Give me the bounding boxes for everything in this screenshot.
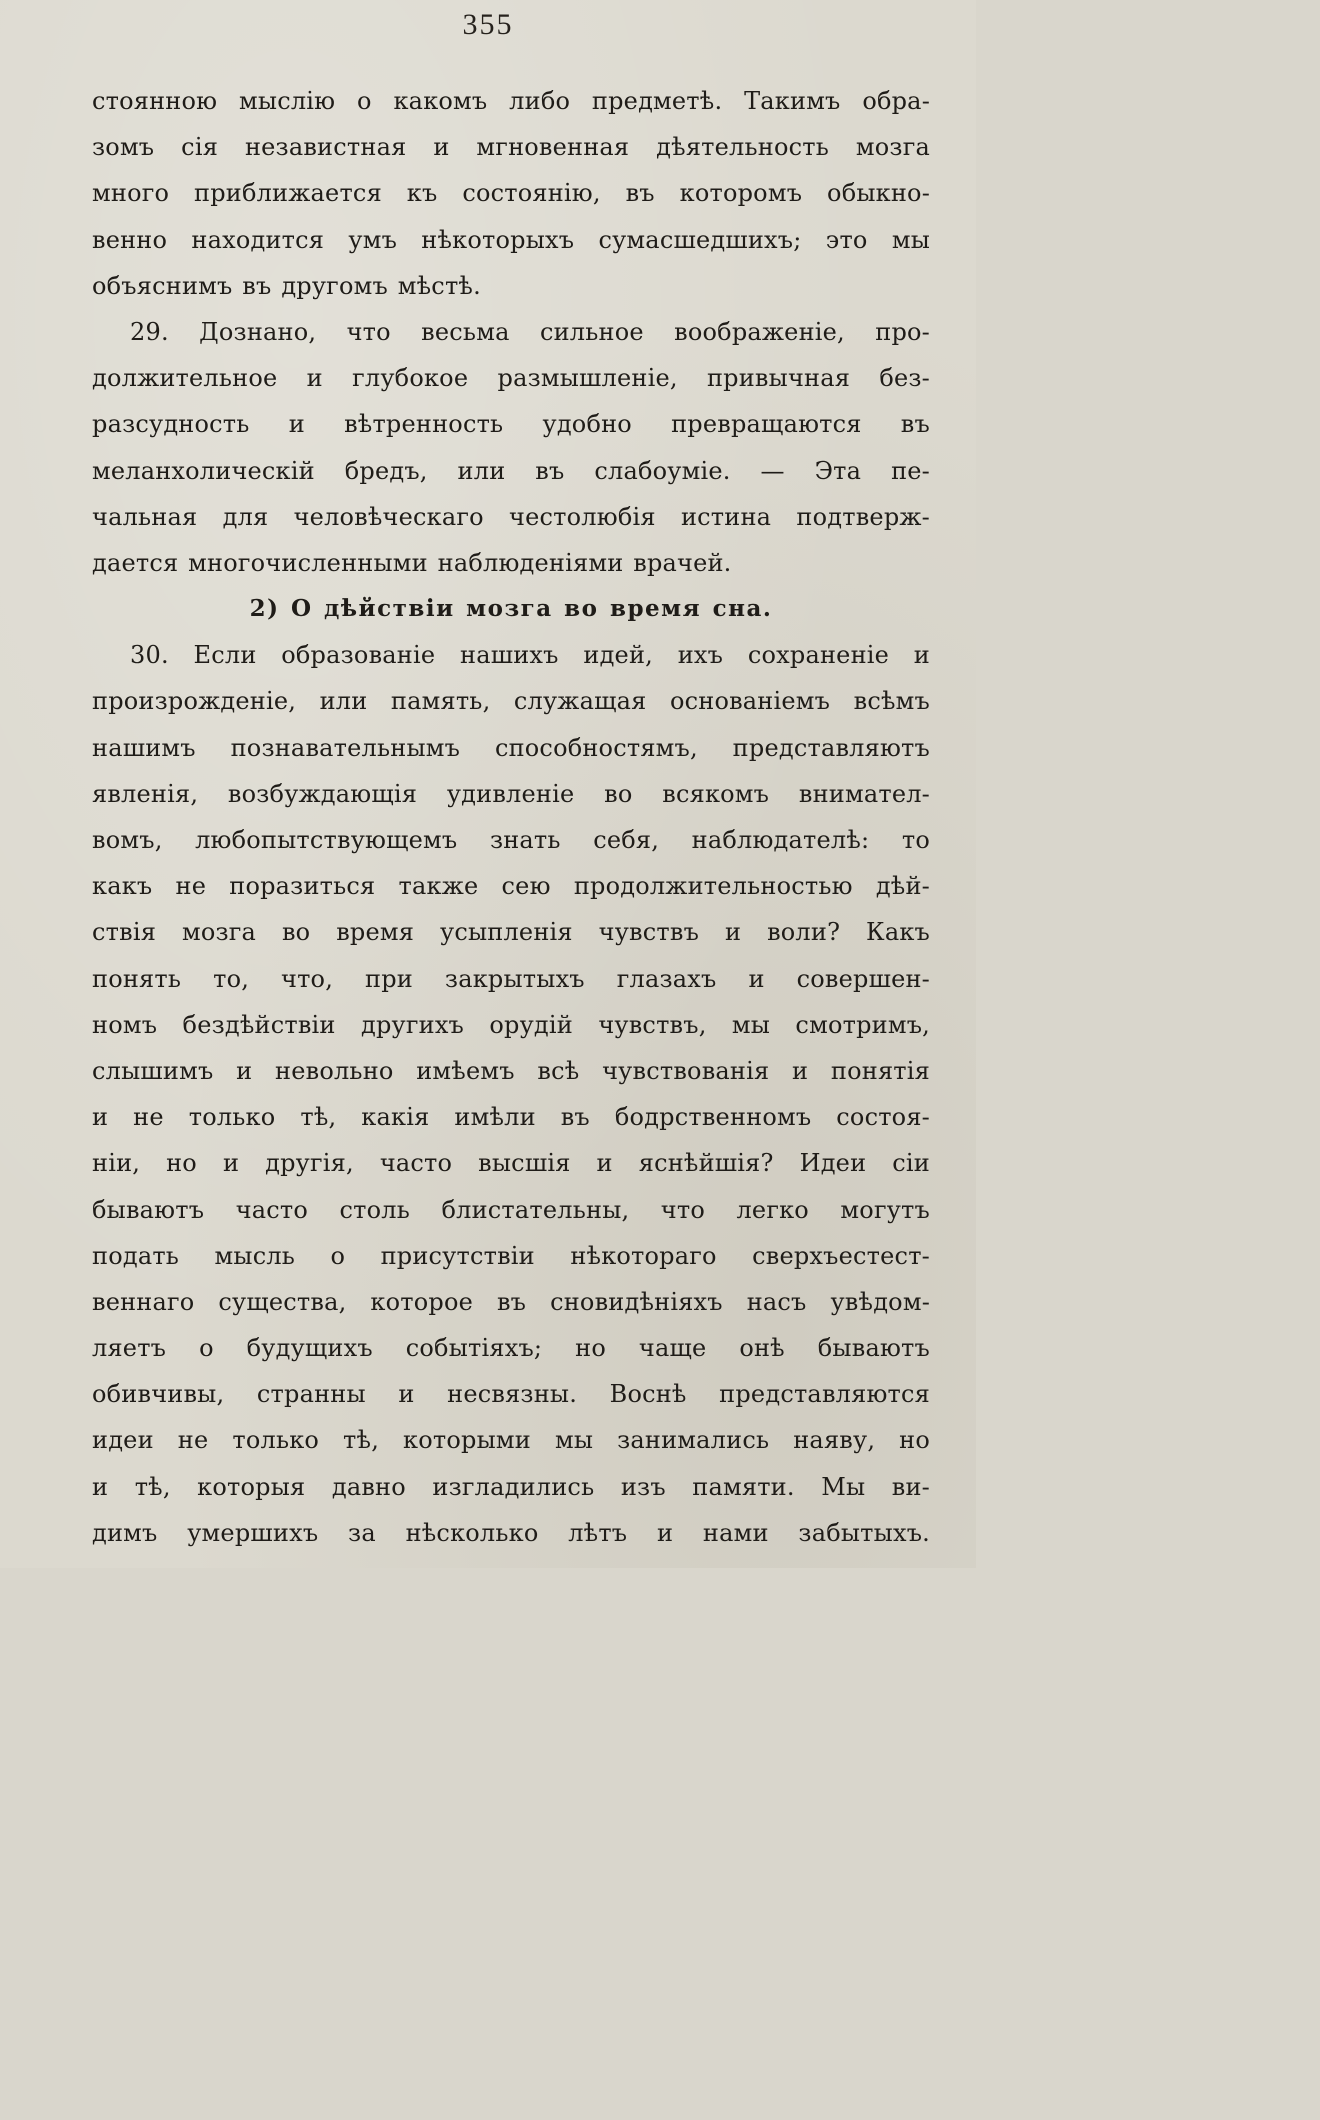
text-line: бываютъ часто столь блистательны, что легко могутъ [92, 1195, 930, 1224]
paragraph-29-start: 29. Дознано, что весьма сильное воображеніе, про- [130, 317, 930, 346]
text-line: и не только тѣ, какія имѣли въ бодрственномъ состоя- [92, 1103, 930, 1132]
page-number: 355 [462, 8, 514, 41]
text-line: и тѣ, которыя давно изгладились изъ памяти. Мы ви- [92, 1472, 930, 1501]
section-heading: 2) О дѣйствіи мозга во время сна. [249, 595, 773, 623]
text-line: стоянною мыслію о какомъ либо предметѣ. Такимъ обра- [92, 87, 930, 115]
text-line: какъ не поразиться также сею продолжительностью дѣй- [92, 872, 930, 901]
text-line: разсудность и вѣтренность удобно превращаются въ [92, 410, 930, 439]
page-text [92, 78, 930, 1556]
text-line: идеи не только тѣ, которыми мы занимались наяву, но [92, 1426, 930, 1455]
text-line: явленія, возбуждающія удивленіе во всякомъ внимател- [92, 779, 930, 808]
text-line: ніи, но и другія, часто высшія и яснѣйшія? Идеи сіи [92, 1149, 930, 1178]
text-line: ствія мозга во время усыпленія чувствъ и воли? Какъ [92, 918, 930, 947]
text-line: ляетъ о будущихъ событіяхъ; но чаще онѣ бываютъ [92, 1334, 930, 1363]
text-line: венно находится умъ нѣкоторыхъ сумасшедшихъ; это мы [92, 225, 930, 254]
text-line: понять то, что, при закрытыхъ глазахъ и совершен- [92, 964, 930, 993]
text-line: должительное и глубокое размышленіе, привычная без- [92, 364, 930, 393]
text-line: вомъ, любопытствующемъ знать себя, наблюдателѣ: то [92, 826, 930, 854]
text-line: дается многочисленными наблюденіями врачей. [92, 548, 732, 577]
text-line: чальная для человѣческаго честолюбія истина подтверж- [92, 502, 930, 531]
text-line: меланхолическій бредъ, или въ слабоуміе. — Эта пе- [92, 456, 930, 485]
text-line: нашимъ познавательнымъ способностямъ, представляютъ [92, 733, 930, 762]
text-line: веннаго существа, которое въ сновидѣніяхъ насъ увѣдом- [92, 1287, 930, 1316]
text-line: обивчивы, странны и несвязны. Воснѣ представляются [92, 1380, 930, 1409]
text-line: произрожденіе, или память, служащая основаніемъ всѣмъ [92, 687, 930, 716]
text-line: слышимъ и невольно имѣемъ всѣ чувствованія и понятія [92, 1056, 930, 1085]
text-line: димъ умершихъ за нѣсколько лѣтъ и нами забытыхъ. [92, 1518, 930, 1547]
text-line: подать мысль о присутствіи нѣкотораго сверхъестест- [92, 1241, 930, 1270]
text-line: много приближается къ состоянію, въ которомъ обыкно- [92, 179, 930, 208]
paragraph-30-start: 30. Если образованіе нашихъ идей, ихъ сохраненіе и [130, 641, 930, 670]
text-line: объяснимъ въ другомъ мѣстѣ. [92, 271, 481, 300]
text-line: зомъ сія независтная и мгновенная дѣятельность мозга [92, 133, 930, 162]
text-line: номъ бездѣйствіи другихъ орудій чувствъ, мы смотримъ, [92, 1010, 930, 1039]
